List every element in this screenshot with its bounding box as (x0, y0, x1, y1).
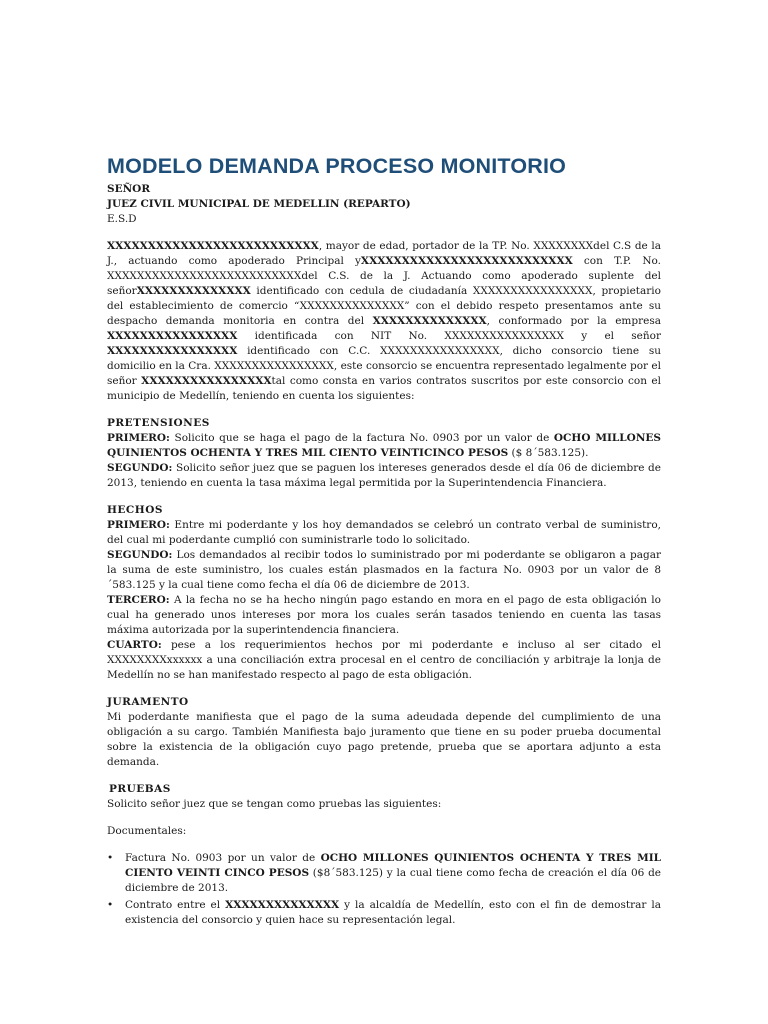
hecho-primero (107, 518, 661, 548)
pretension-segundo (107, 461, 661, 491)
item-text: A la fecha no se ha hecho ningún pago estando en mora en el pago de esta obligación lo cual ha generado unos intereses por mora los cuales serán tasados teniendo en cuenta las tasas máxima autorizada por la superintendencia financiera. (107, 594, 661, 636)
name-placeholder: XXXXXXXXXXXXXX (225, 899, 340, 911)
court-line: JUEZ CIVIL MUNICIPAL DE MEDELLIN (REPARTO) (107, 198, 411, 210)
amount-words: OCHO MILLONES QUINIENTOS OCHENTA Y TRES MIL CIENTO VEINTI CINCO PESOS (125, 852, 661, 879)
documentales-label: Documentales: (107, 825, 187, 837)
item-label: TERCERO: (107, 594, 170, 606)
item-text: y la alcaldía de Medellín, esto con el fin de demostrar la existencia del consorcio y quien hace su representación legal. (125, 899, 661, 926)
document-title: MODELO DEMANDA PROCESO MONITORIO (107, 154, 567, 178)
juramento-text: Mi poderdante manifiesta que el pago de la suma adeudada depende del cumplimiento de una obligación a su cargo. También Manifiesta bajo juramento que tiene en su poder prueba documental sobre la existencia de la obligación cuyo pago pretende, prueba que se aportara adjunto a esta demanda. (107, 711, 661, 768)
item-text: Solicito que se haga el pago de la factura No. 0903 por un valor de (169, 432, 554, 444)
hechos-heading: HECHOS (107, 504, 163, 516)
pruebas-intro: Solicito señor juez que se tengan como pruebas las siguientes: (107, 798, 442, 810)
intro-text: identificado con cedula de ciudadanía XXXXXXXXXXXXXXXX, propietario del establecimiento de comercio “XXXXXXXXXXXXXX” con el debido respeto presentamos ante su despacho demanda monitoria en contra del (107, 285, 661, 327)
spacer (107, 812, 661, 824)
spacer (107, 227, 661, 239)
spacer (107, 839, 661, 851)
hecho-tercero (107, 593, 661, 638)
name-placeholder: XXXXXXXXXXXXXXXX (107, 345, 238, 357)
list-item (107, 851, 662, 896)
name-placeholder: XXXXXXXXXXXXXXXX (141, 375, 272, 387)
document-page (107, 154, 661, 930)
spacer (107, 770, 661, 782)
pruebas-heading: PRUEBAS (109, 783, 171, 795)
name-placeholder: XXXXXXXXXXXXXXXXXXXXXXXXXX (107, 240, 319, 252)
spacer (107, 683, 661, 695)
item-label: PRIMERO: (107, 519, 170, 531)
item-text: Factura No. 0903 por un valor de (125, 852, 321, 864)
item-label: SEGUNDO: (107, 549, 173, 561)
pretensiones-heading: PRETENSIONES (107, 417, 210, 429)
amount-words: OCHO MILLONES QUINIENTOS OCHENTA Y TRES MIL CIENTO VEINTICINCO PESOS (107, 432, 661, 459)
esd-line: E.S.D (107, 213, 137, 225)
name-placeholder: XXXXXXXXXXXXXXXX (107, 330, 238, 342)
spacer (107, 404, 661, 416)
item-text: Contrato entre el (125, 899, 226, 911)
name-placeholder: XXXXXXXXXXXXXXXXXXXXXXXXXX (360, 255, 573, 267)
evidence-list (107, 851, 661, 928)
item-text: Entre mi poderdante y los hoy demandados se celebró un contrato verbal de suministro, del cual mi poderdante cumplió con suministrarle todo lo solicitado. (107, 519, 661, 546)
item-text: ($ 8´583.125). (508, 447, 589, 459)
intro-text: , mayor de edad, portador de la TP. No. XXXXXXXXdel C.S de la J., actuando como apoderado Principal y (107, 240, 661, 267)
intro-text: identificada con NIT No. XXXXXXXXXXXXXXXX y el señor (237, 330, 661, 342)
intro-text: identificado con C.C. XXXXXXXXXXXXXXXX, dicho consorcio tiene su domicilio en la Cra. XXXXXXXXXXXXXXXX, este consorcio se encuentra representado legalmente por el señor (107, 345, 661, 387)
addressee-line: SEÑOR (107, 183, 151, 195)
bullet-icon: • (107, 899, 114, 911)
bullet-icon: • (107, 852, 114, 864)
item-text: pese a los requerimientos hechos por mi poderdante e incluso al ser citado el XXXXXXXXxxxxxx a una conciliación extra procesal en el centro de conciliación y arbitraje la lonja de Medellín no se han manifestado respecto al pago de esta obligación. (107, 639, 661, 681)
pretension-primero (107, 431, 661, 461)
spacer (107, 491, 661, 503)
name-placeholder: XXXXXXXXXXXXXX (372, 315, 487, 327)
name-placeholder: XXXXXXXXXXXXXX (136, 285, 251, 297)
item-text: ($8´583.125) y la cual tiene como fecha de creación el día 06 de diciembre de 2013. (125, 867, 662, 894)
item-text: Los demandados al recibir todos lo suministrado por mi poderdante se obligaron a pagar la suma de este suministro, los cuales están plasmados en la factura No. 0903 por un valor de 8´583.125 y la cual tiene como fecha el día 06 de diciembre de 2013. (107, 549, 661, 591)
item-text: Solicito señor juez que se paguen los intereses generados desde el día 06 de diciembre de 2013, teniendo en cuenta la tasa máxima legal permitida por la Superintendencia Financiera. (107, 462, 661, 489)
hecho-cuarto (107, 638, 661, 683)
item-label: CUARTO: (107, 639, 162, 651)
hecho-segundo (107, 548, 661, 593)
juramento-heading: JURAMENTO (107, 696, 189, 708)
intro-text: , conformado por la empresa (486, 315, 661, 327)
item-label: PRIMERO: (107, 432, 170, 444)
intro-text: con T.P. No. XXXXXXXXXXXXXXXXXXXXXXXXXXdel C.S. de la J. Actuando como apoderado suplente del señor (107, 255, 661, 297)
item-label: SEGUNDO: (107, 462, 173, 474)
intro-text: tal como consta en varios contratos suscritos por este consorcio con el municipio de Medellín, teniendo en cuenta los siguientes: (107, 375, 661, 402)
intro-paragraph (107, 239, 661, 404)
list-item (107, 898, 661, 928)
